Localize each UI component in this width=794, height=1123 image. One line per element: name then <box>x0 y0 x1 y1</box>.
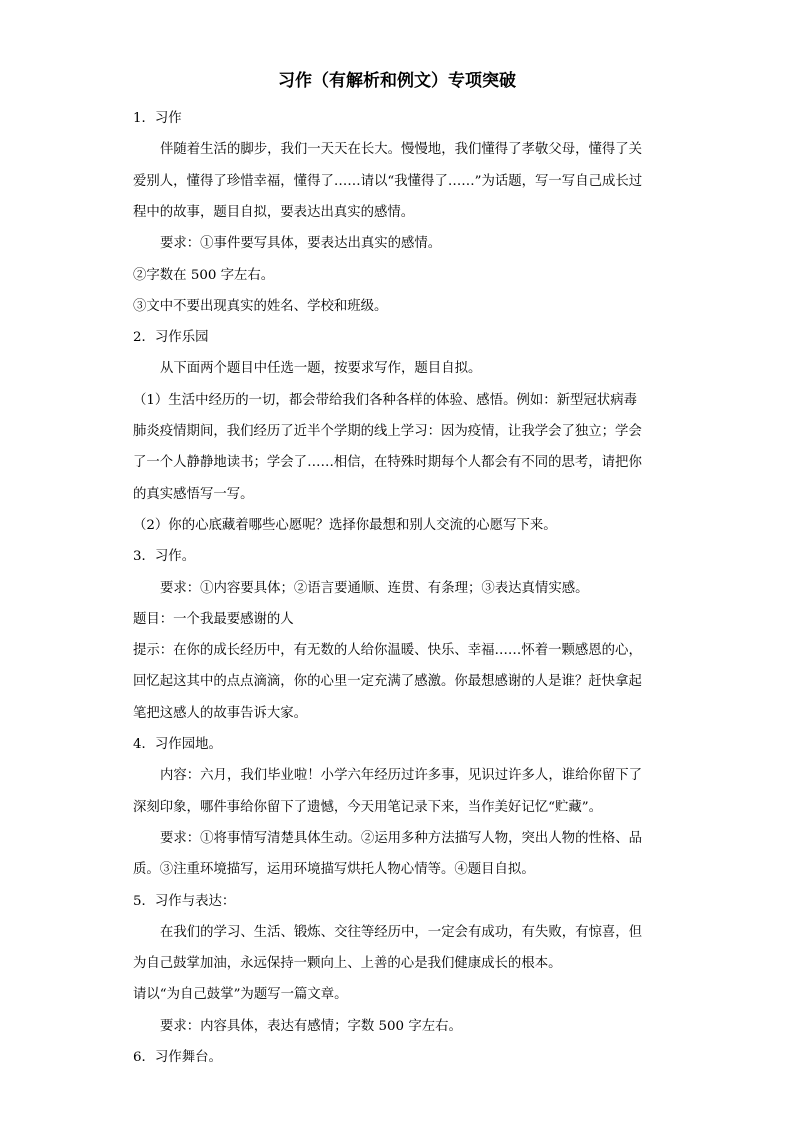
text-line: 为自己鼓掌加油，永远保持一颗向上、上善的心是我们健康成长的根本。 <box>133 956 562 971</box>
text-line: ②字数在 500 字左右。 <box>133 268 275 283</box>
text-line: 程中的故事，题目自拟，要表达出真实的感情。 <box>133 205 415 220</box>
text-line: （2）你的心底藏着哪些心愿呢？选择你最想和别人交流的心愿写下来。 <box>133 518 557 533</box>
text-line: 要求：①事件要写具体，要表达出真实的感情。 <box>160 236 442 251</box>
text-line: 提示：在你的成长经历中，有无数的人给你温暖、快乐、幸福……怀着一颗感恩的心， <box>133 643 642 658</box>
text-line: 3．习作。 <box>133 549 196 564</box>
text-line: 要求：①内容要具体；②语言要通顺、连贯、有条理；③表达真情实感。 <box>160 581 589 596</box>
text-line: 的真实感悟写一写。 <box>133 487 254 502</box>
text-line: 题目：一个我最要感谢的人 <box>133 612 294 627</box>
text-line: 2．习作乐园 <box>133 330 209 345</box>
text-line: 深刻印象，哪件事给你留下了遗憾，今天用笔记录下来，当作美好记忆“贮藏”。 <box>133 800 602 815</box>
text-line: 4．习作园地。 <box>133 737 222 752</box>
text-line: 要求：内容具体，表达有感情；字数 500 字左右。 <box>160 1019 462 1034</box>
document-title: 习作（有解析和例文）专项突破 <box>278 71 516 91</box>
text-line: 质。③注重环境描写，运用环境描写烘托人物心情等。④题目自拟。 <box>133 862 535 877</box>
text-line: 6．习作舞台。 <box>133 1050 222 1065</box>
text-line: 回忆起这其中的点点滴滴，你的心里一定充满了感激。你最想感谢的人是谁？赶快拿起 <box>133 674 642 689</box>
text-line: 在我们的学习、生活、锻炼、交往等经历中，一定会有成功，有失败，有惊喜，但 <box>160 925 643 940</box>
text-line: 了一个人静静地读书；学会了……相信，在特殊时期每个人都会有不同的思考，请把你 <box>133 455 642 470</box>
text-line: 内容：六月，我们毕业啦！小学六年经历过许多事，见识过许多人，谁给你留下了 <box>160 768 643 783</box>
text-line: ③文中不要出现真实的姓名、学校和班级。 <box>133 299 388 314</box>
text-line: 从下面两个题目中任选一题，按要求写作，题目自拟。 <box>160 361 482 376</box>
text-line: 5．习作与表达： <box>133 894 236 909</box>
text-line: 爱别人，懂得了珍惜幸福，懂得了……请以“我懂得了……”为话题，写一写自己成长过 <box>133 174 643 189</box>
text-line: 伴随着生活的脚步，我们一天天在长大。慢慢地，我们懂得了孝敬父母，懂得了关 <box>160 142 643 157</box>
text-line: 要求：①将事情写清楚具体生动。②运用多种方法描写人物，突出人物的性格、品 <box>160 831 643 846</box>
text-line: （1）生活中经历的一切，都会带给我们各种各样的体验、感悟。例如：新型冠状病毒 <box>133 393 637 408</box>
text-line: 笔把这感人的故事告诉大家。 <box>133 706 308 721</box>
text-line: 1．习作 <box>133 111 182 126</box>
text-line: 请以“为自己鼓掌”为题写一篇文章。 <box>133 987 348 1002</box>
text-line: 肺炎疫情期间，我们经历了近半个学期的线上学习：因为疫情，让我学会了独立；学会 <box>133 424 642 439</box>
